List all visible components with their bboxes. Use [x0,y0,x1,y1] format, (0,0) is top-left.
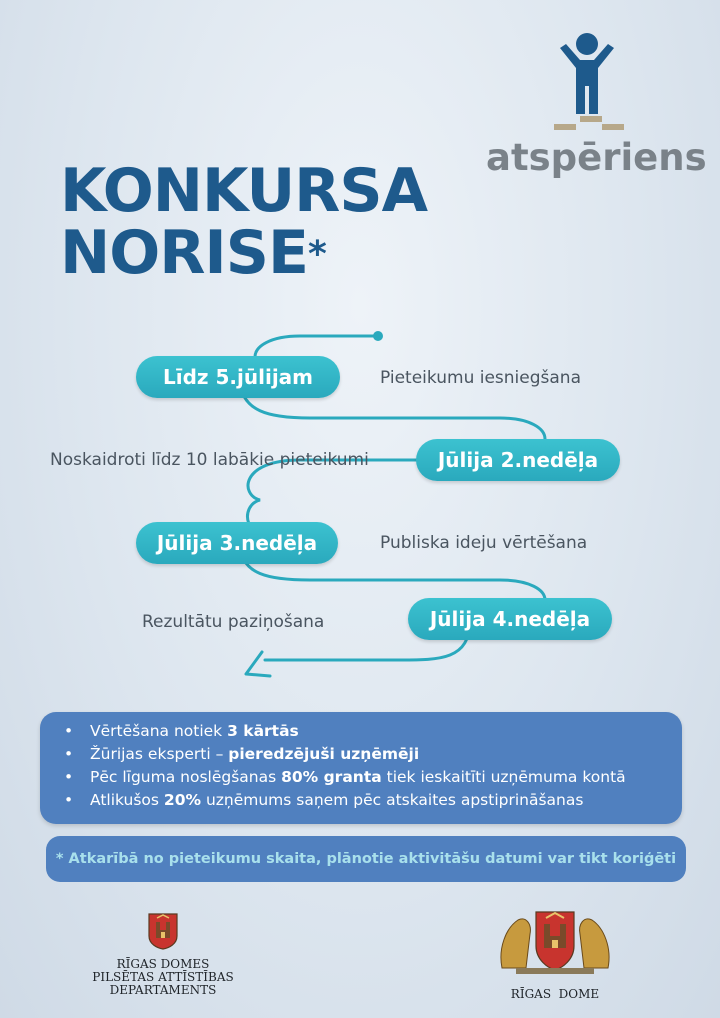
info-box [40,712,682,824]
riga-castle-emblem-icon [147,912,179,950]
title-asterisk: * [307,234,326,275]
title-line-2: NORISE [60,218,308,288]
info-item-4: • Atlikušos 20% uzņēmums saņem pēc atskaites apstiprināšanas [90,789,682,812]
info-item-3: • Pēc līguma noslēgšanas 80% granta tiek ieskaitīti uzņēmuma kontā [90,766,682,789]
timeline-date-3: Jūlija 3.nedēļa [136,522,338,564]
timeline-desc-2: Noskaidroti līdz 10 labākie pieteikumi [50,450,369,470]
title-line-1: KONKURSA [60,156,428,226]
riga-coat-of-arms-icon [496,908,614,978]
footer-right-text: RĪGAS DOME [510,987,600,1001]
timeline-desc-3: Publiska ideju vērtēšana [380,533,588,553]
timeline-date-2: Jūlija 2.nedēļa [416,439,620,481]
info-item-2: • Žūrijas eksperti – pieredzējuši uzņēmēji [90,743,682,766]
note-box: * Atkarībā no pieteikumu skaita, plānotie aktivitāšu datumi var tikt koriģēti [46,836,686,882]
info-item-1: • Vērtēšana notiek 3 kārtās [90,720,682,743]
timeline-desc-1: Pieteikumu iesniegšana [380,368,581,388]
timeline-date-4: Jūlija 4.nedēļa [408,598,612,640]
timeline-date-1: Līdz 5.jūlijam [136,356,340,398]
info-list [40,712,682,812]
timeline-start-dot [373,331,383,341]
timeline-desc-4: Rezultātu paziņošana [142,612,325,632]
logo-wordmark: atspēriens [486,136,707,179]
footer-left-text: RĪGAS DOMES PILSĒTAS ATTĪSTĪBAS DEPARTAMENTS [92,957,234,997]
timeline-arrow-icon [246,652,270,676]
